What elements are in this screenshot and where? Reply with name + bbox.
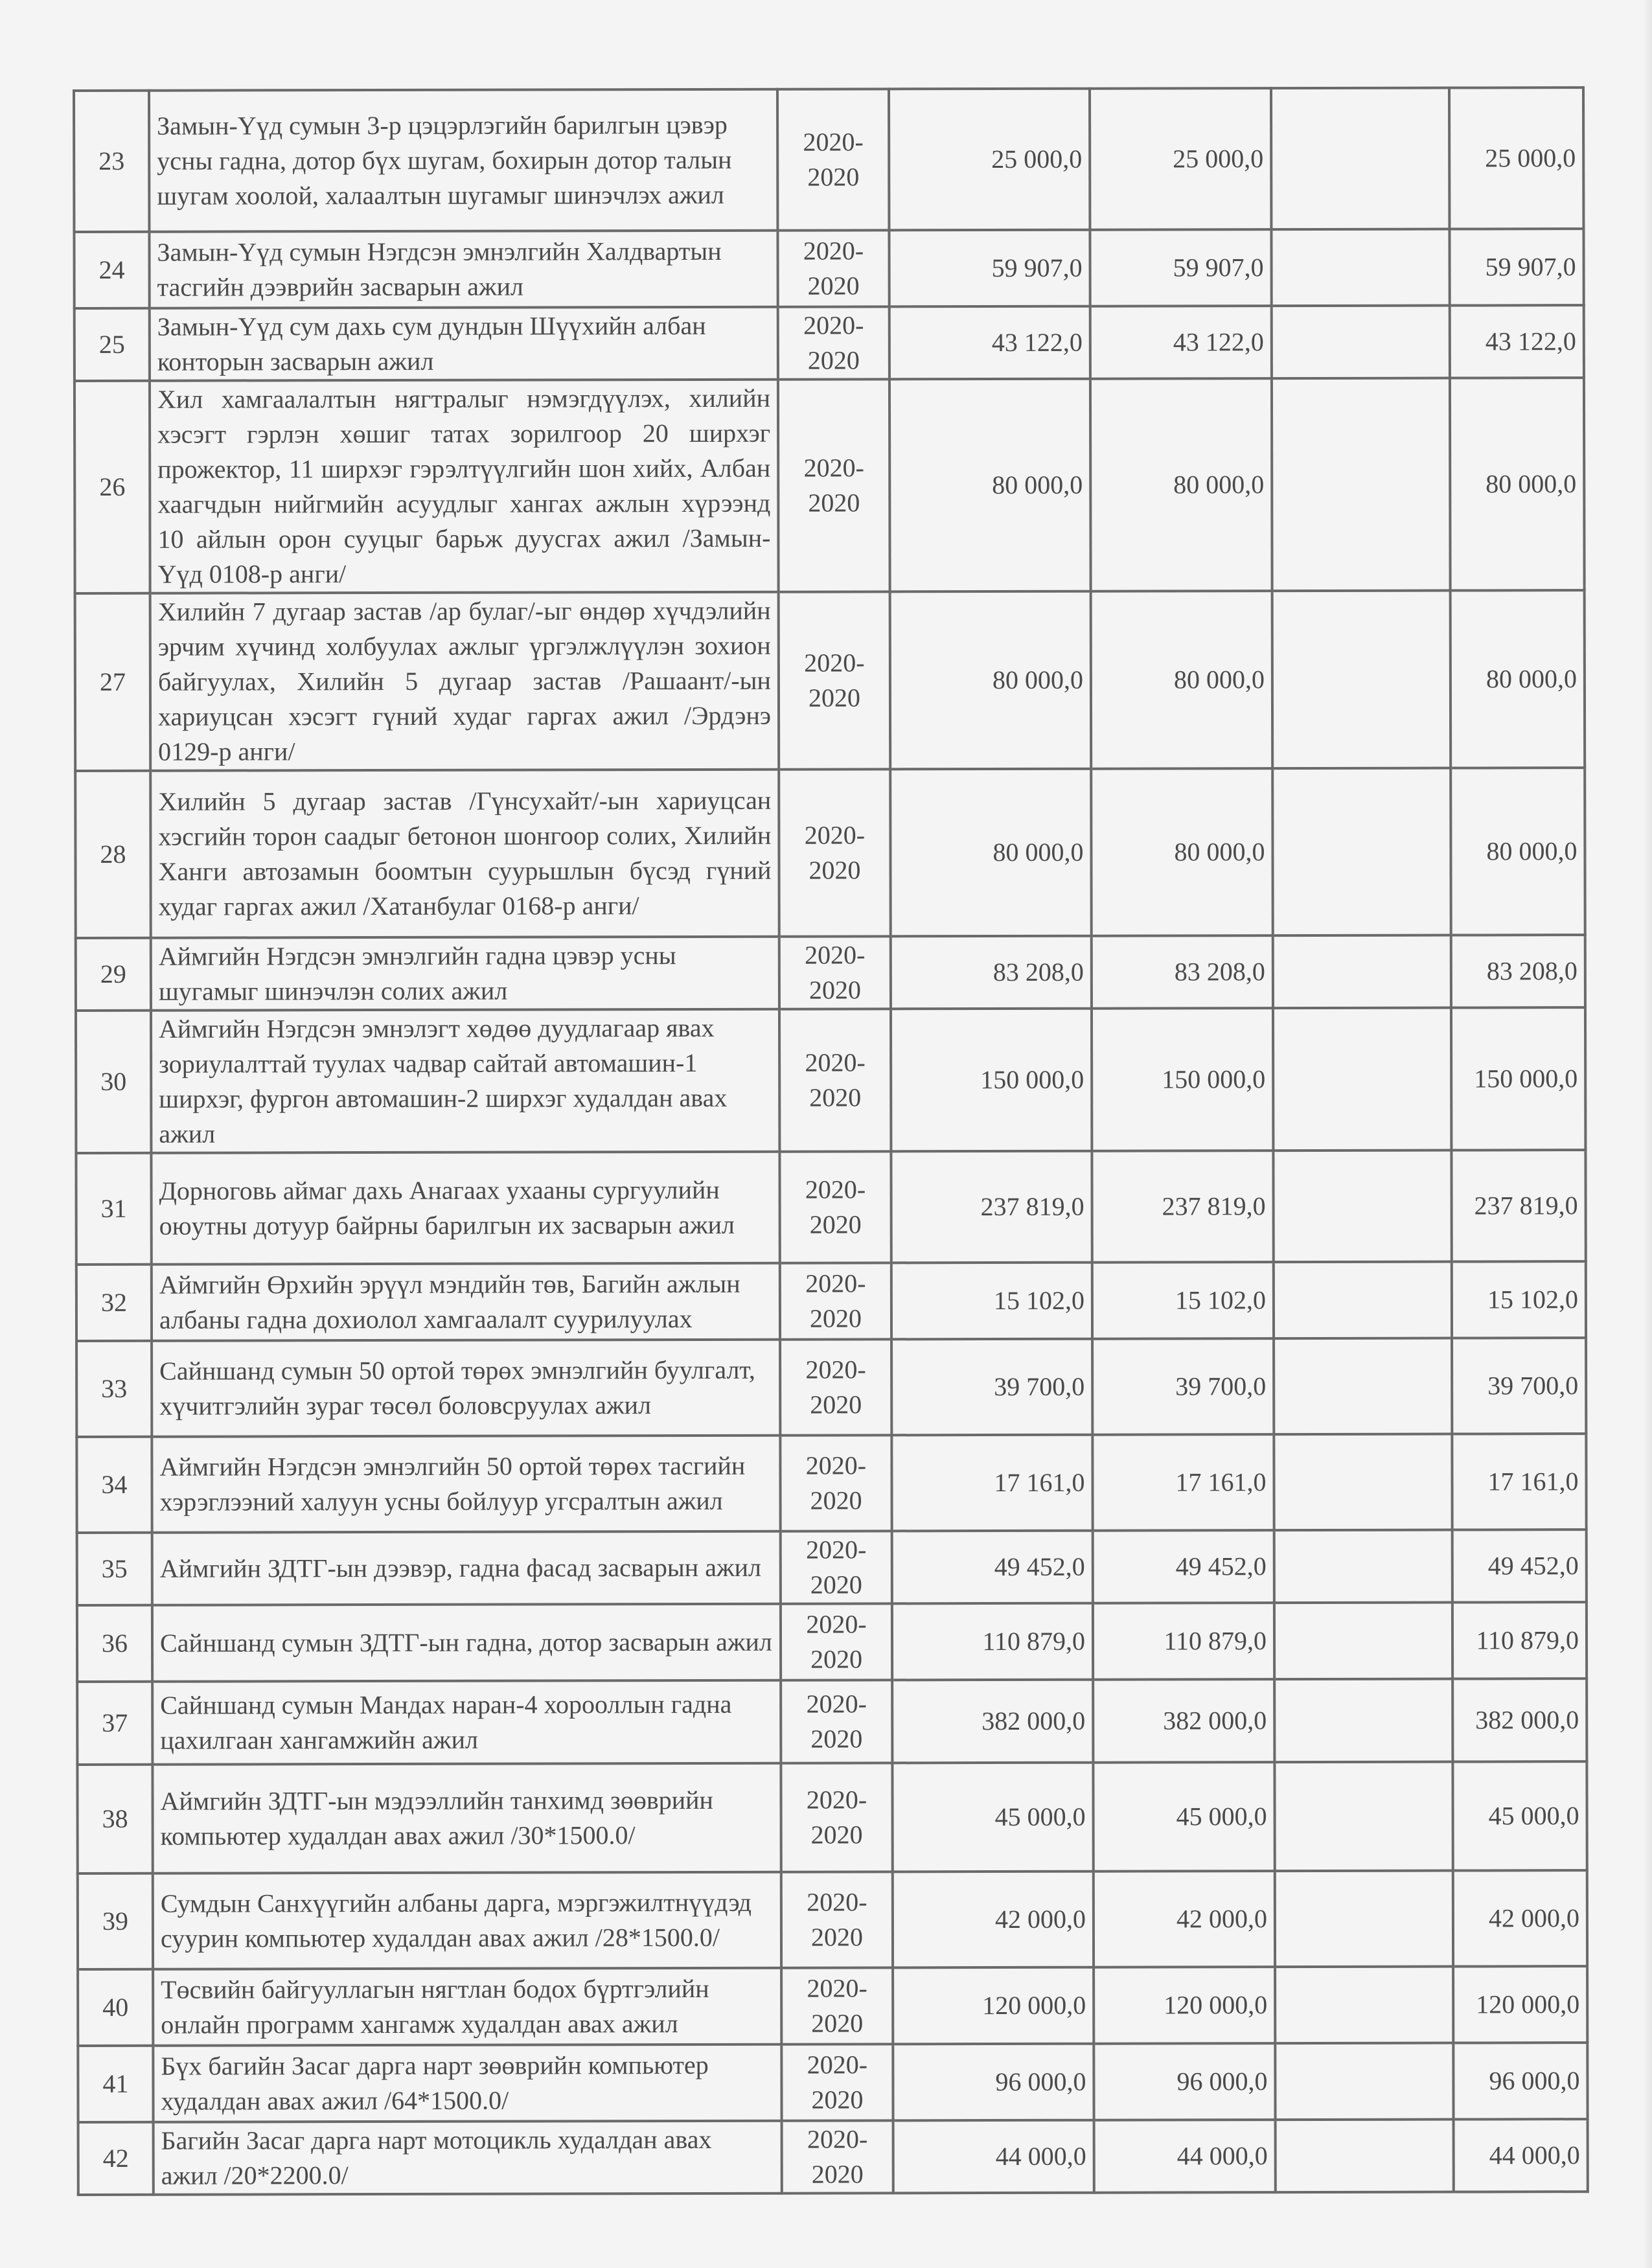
table-row [76, 1007, 1585, 1153]
period-end: 2020 [809, 1303, 862, 1333]
row-description: Аймгийн Нэгдсэн эмнэлгийн гадна цэвэр усны шугамыг шинэчлэн солих ажил [151, 937, 779, 1011]
row-description: Аймгийн Өрхийн эрүүл мэндийн төв, Багийн ажлын албаны гадна дохиолол хамгаалалт суурилуулах [152, 1263, 780, 1341]
table-row [78, 1870, 1587, 1969]
period-end: 2020 [810, 1922, 864, 1952]
row-amount-1: 17 161,0 [891, 1435, 1092, 1531]
table-row [75, 305, 1584, 381]
row-amount-3 [1275, 1871, 1453, 1967]
row-amount-3 [1273, 1008, 1451, 1151]
period-start: 2020- [803, 310, 864, 340]
row-amount-1: 15 102,0 [891, 1263, 1092, 1340]
row-description: Сайншанд сумын 50 ортой төрөх эмнэлгийн буулгалт, хүчитгэлийн зураг төсөл боловсруулах ажил [152, 1340, 780, 1437]
period-end: 2020 [809, 1209, 862, 1239]
row-number: 42 [78, 2122, 154, 2195]
row-amount-3 [1274, 1603, 1452, 1680]
row-number: 24 [74, 232, 149, 308]
period-start: 2020- [807, 2124, 868, 2154]
row-period [780, 1435, 891, 1531]
row-amount-1: 150 000,0 [891, 1009, 1092, 1152]
row-description: Дорноговь аймаг дахь Анагаах ухааны сургуулийн оюутны дотуур байрны барилгын их засварын ажил [151, 1152, 779, 1265]
row-amount-2: 39 700,0 [1092, 1338, 1274, 1435]
row-period [779, 591, 891, 769]
page-edge [1643, 0, 1652, 2268]
period-end: 2020 [808, 488, 860, 518]
row-amount-3 [1272, 591, 1451, 769]
row-amount-4: 45 000,0 [1452, 1761, 1587, 1870]
period-start: 2020- [804, 820, 866, 850]
row-amount-1: 43 122,0 [889, 306, 1090, 380]
table-row [76, 1150, 1585, 1265]
row-period [782, 2120, 893, 2193]
row-number: 28 [75, 771, 151, 938]
row-description: Хилийн 5 дугаар застав /Гүнсухайт/-ын хариуцсан хэсгийн торон саадыг бетонон шонгоор солих, Хилийн Ханги автозамын боомтын суурьшлын бүсэд гүний худаг гаргах ажил /Хатанбулаг 0168-р анги/ [150, 770, 779, 938]
row-amount-1: 42 000,0 [893, 1872, 1094, 1968]
row-amount-2: 49 452,0 [1093, 1530, 1274, 1603]
table-row [74, 87, 1583, 232]
period-start: 2020- [807, 2050, 868, 2079]
row-description: Аймгийн ЗДТГ-ын дээвэр, гадна фасад засварын ажил [152, 1531, 781, 1605]
period-end: 2020 [810, 1485, 862, 1515]
row-amount-1: 49 452,0 [892, 1531, 1093, 1604]
row-amount-1: 25 000,0 [889, 89, 1090, 231]
row-number: 32 [76, 1265, 152, 1341]
row-amount-4: 96 000,0 [1453, 2043, 1587, 2119]
period-end: 2020 [810, 1390, 862, 1419]
period-start: 2020- [805, 1450, 867, 1480]
period-start: 2020- [803, 236, 864, 266]
period-end: 2020 [811, 2085, 864, 2114]
row-amount-1: 45 000,0 [892, 1763, 1093, 1872]
row-amount-2: 237 819,0 [1092, 1151, 1273, 1263]
table-row [76, 935, 1585, 1011]
row-amount-3 [1273, 935, 1451, 1009]
period-start: 2020- [805, 1048, 866, 1077]
row-amount-1: 44 000,0 [893, 2120, 1094, 2194]
period-end: 2020 [810, 1570, 862, 1599]
row-number: 34 [76, 1437, 152, 1533]
table-body [74, 87, 1588, 2195]
row-amount-1: 59 907,0 [889, 230, 1090, 307]
row-number: 36 [77, 1605, 152, 1682]
period-end: 2020 [811, 2159, 864, 2189]
row-amount-4: 120 000,0 [1453, 1966, 1587, 2043]
row-description: Багийн Засаг дарга нарт мотоцикль худалдан авах ажил /20*2200.0/ [154, 2121, 782, 2195]
row-number: 41 [78, 2046, 153, 2122]
row-number: 38 [77, 1765, 152, 1873]
row-period [781, 2044, 893, 2120]
row-amount-1: 83 208,0 [891, 936, 1092, 1009]
table-row [76, 1434, 1586, 1533]
row-amount-1: 382 000,0 [892, 1680, 1093, 1763]
period-start: 2020- [803, 127, 864, 157]
row-amount-1: 110 879,0 [892, 1603, 1093, 1680]
row-amount-4: 39 700,0 [1452, 1338, 1586, 1434]
row-period [778, 379, 890, 591]
period-end: 2020 [808, 683, 861, 713]
row-amount-4: 59 907,0 [1449, 229, 1583, 305]
table-row [77, 1602, 1587, 1682]
row-amount-3 [1272, 306, 1450, 379]
period-end: 2020 [807, 345, 860, 375]
row-amount-3 [1271, 229, 1449, 306]
row-description: Хилийн 7 дугаар застав /ар булаг/-ыг өндөр хүчдэлийн эрчим хүчинд холбуулах ажлыг үргэлжлүүлэн зохион байгуулах, Хилийн 5 дугаар застав /Рашаант/-ын хариуцсан хэсэгт гүний худаг гаргах ажил /Эрдэнэ 0129-р анги/ [150, 592, 779, 771]
row-amount-2: 43 122,0 [1090, 306, 1272, 379]
row-amount-2: 110 879,0 [1093, 1603, 1274, 1680]
row-amount-3 [1272, 768, 1451, 936]
row-period [779, 1151, 891, 1263]
row-amount-1: 80 000,0 [889, 379, 1091, 592]
row-amount-3 [1274, 1530, 1452, 1603]
row-period [781, 1763, 892, 1872]
period-end: 2020 [807, 271, 860, 301]
table-row [76, 1261, 1586, 1341]
row-number: 26 [75, 381, 150, 593]
investment-table [73, 86, 1589, 2196]
row-number: 27 [75, 593, 151, 771]
period-start: 2020- [806, 1689, 867, 1719]
period-start: 2020- [807, 1973, 867, 2003]
period-start: 2020- [805, 1355, 866, 1384]
row-amount-2: 15 102,0 [1092, 1262, 1274, 1339]
table-row [75, 378, 1585, 593]
row-description: Замын-Үүд сум дахь сум дундын Шүүхийн албан конторын засварын ажил [150, 307, 778, 381]
row-number: 33 [76, 1341, 152, 1437]
row-amount-4: 17 161,0 [1452, 1434, 1586, 1529]
row-amount-1: 80 000,0 [890, 591, 1092, 770]
table-row [76, 1338, 1586, 1437]
row-period [780, 1263, 891, 1339]
row-description: Аймгийн Нэгдсэн эмнэлэгт хөдөө дуудлагаар явах зориулалттай туулах чадвар сайтай автомашин-1 ширхэг, фургон автомашин-2 ширхэг худалдан авах ажил [151, 1009, 779, 1153]
period-end: 2020 [810, 1724, 863, 1754]
table-row [75, 590, 1585, 771]
row-number: 30 [76, 1011, 151, 1153]
row-amount-3 [1274, 1434, 1452, 1531]
row-period [780, 1339, 891, 1435]
row-description: Сайншанд сумын Мандах наран-4 хорооллын гадна цахилгаан хангамжийн ажил [152, 1680, 781, 1765]
row-amount-2: 80 000,0 [1091, 591, 1273, 769]
row-amount-2: 59 907,0 [1090, 229, 1271, 306]
row-amount-2: 42 000,0 [1094, 1871, 1275, 1967]
row-amount-2: 45 000,0 [1093, 1762, 1274, 1872]
row-description: Төсвийн байгууллагын нягтлан бодох бүртгэлийн онлайн программ хангамж худалдан авах ажил [153, 1968, 781, 2046]
row-description: Аймгийн Нэгдсэн эмнэлгийн 50 ортой төрөх тасгийн хэрэглээний халуун усны бойлуур угсралтын ажил [152, 1436, 780, 1533]
row-period [777, 230, 889, 306]
row-amount-1: 96 000,0 [893, 2044, 1094, 2121]
row-amount-3 [1275, 1967, 1453, 2044]
row-description: Замын-Үүд сумын Нэгдсэн эмнэлгийн Халдвартын тасгийн дээврийн засварын ажил [149, 231, 777, 308]
row-amount-2: 382 000,0 [1093, 1679, 1274, 1763]
period-start: 2020- [804, 648, 865, 678]
row-number: 25 [75, 308, 150, 381]
row-amount-4: 80 000,0 [1450, 378, 1585, 590]
row-number: 35 [77, 1533, 152, 1605]
row-period [781, 1872, 893, 1967]
period-end: 2020 [810, 1820, 863, 1850]
table-row [78, 2119, 1588, 2195]
table-row [75, 768, 1585, 938]
row-amount-2: 120 000,0 [1094, 1967, 1275, 2044]
period-end: 2020 [809, 975, 861, 1005]
row-amount-4: 150 000,0 [1451, 1007, 1585, 1150]
row-amount-2: 80 000,0 [1090, 378, 1272, 591]
row-period [781, 1967, 893, 2044]
row-amount-3 [1271, 88, 1449, 230]
table-row [77, 1529, 1587, 1605]
row-amount-4: 110 879,0 [1452, 1602, 1587, 1678]
row-amount-1: 237 819,0 [891, 1151, 1092, 1263]
period-start: 2020- [806, 1535, 867, 1564]
period-end: 2020 [809, 855, 861, 885]
row-amount-4: 83 208,0 [1451, 935, 1585, 1007]
row-period [779, 1009, 891, 1151]
table-row [78, 2043, 1587, 2122]
row-amount-4: 42 000,0 [1453, 1870, 1587, 1966]
row-amount-4: 382 000,0 [1452, 1678, 1587, 1761]
row-period [781, 1680, 892, 1763]
row-description: Сумдын Санхүүгийн албаны дарга, мэргэжилтнүүдэд суурин компьютер худалдан авах ажил /28*1500.0/ [153, 1872, 781, 1969]
row-description: Аймгийн ЗДТГ-ын мэдээллийн танхимд зөөврийн компьютер худалдан авах ажил /30*1500.0/ [152, 1763, 781, 1873]
table-row [77, 1678, 1587, 1765]
period-start: 2020- [807, 1887, 867, 1917]
row-amount-3 [1274, 1262, 1452, 1339]
row-amount-3 [1274, 1762, 1452, 1872]
row-amount-2: 150 000,0 [1092, 1008, 1273, 1151]
period-end: 2020 [811, 2008, 864, 2038]
row-amount-4: 80 000,0 [1451, 768, 1585, 935]
row-amount-3 [1273, 1151, 1451, 1263]
period-start: 2020- [805, 1174, 866, 1204]
row-number: 23 [74, 91, 149, 232]
row-amount-3 [1272, 378, 1451, 591]
row-number: 37 [77, 1682, 152, 1765]
period-start: 2020- [803, 453, 864, 483]
row-amount-4: 49 452,0 [1452, 1529, 1587, 1602]
row-amount-4: 25 000,0 [1449, 87, 1583, 229]
period-end: 2020 [807, 162, 860, 192]
row-amount-3 [1276, 2120, 1454, 2193]
row-amount-4: 44 000,0 [1454, 2119, 1588, 2192]
row-amount-2: 80 000,0 [1091, 768, 1273, 936]
row-amount-2: 17 161,0 [1092, 1434, 1274, 1531]
period-start: 2020- [806, 1609, 867, 1639]
row-amount-1: 80 000,0 [890, 769, 1092, 937]
row-amount-4: 43 122,0 [1450, 305, 1584, 378]
period-start: 2020- [806, 1785, 867, 1815]
row-description: Замын-Үүд сумын 3-р цэцэрлэгийн барилгын цэвэр усны гадна, дотор бүх шугам, бохирын дотор талын шугам хоолой, халаалтын шугамыг шинэчлэх ажил [149, 89, 777, 232]
row-description: Бүх багийн Засаг дарга нарт зөөврийн компьютер худалдан авах ажил /64*1500.0/ [153, 2045, 781, 2122]
row-period [779, 936, 891, 1009]
row-amount-2: 25 000,0 [1090, 88, 1271, 230]
row-amount-2: 44 000,0 [1094, 2120, 1276, 2193]
row-amount-1: 39 700,0 [891, 1339, 1092, 1436]
row-amount-4: 237 819,0 [1451, 1150, 1585, 1261]
row-amount-4: 15 102,0 [1452, 1261, 1586, 1338]
period-end: 2020 [809, 1082, 862, 1112]
row-period [777, 89, 889, 230]
row-amount-3 [1274, 1338, 1452, 1435]
period-start: 2020- [805, 1268, 866, 1298]
table-row [77, 1761, 1587, 1873]
row-amount-1: 120 000,0 [893, 1967, 1094, 2045]
row-description: Сайншанд сумын ЗДТГ-ын гадна, дотор засварын ажил [152, 1604, 781, 1682]
row-period [779, 769, 891, 936]
row-amount-3 [1275, 2043, 1453, 2120]
row-amount-3 [1274, 1679, 1452, 1763]
row-description: Хил хамгаалалтын нягтралыг нэмэгдүүлэх, хилийн хэсэгт гэрлэн хөшиг татах зорилгоор 20 ширхэг прожектор, 11 ширхэг гэрэлтүүлгийн шон хийх, Албан хаагчдын нийгмийн асуудлыг хангах ажлын хүрээнд 10 айлын орон сууцыг барьж дуусгах ажил /Замын-Үүд 0108-р анги/ [150, 380, 779, 593]
row-amount-2: 83 208,0 [1092, 935, 1273, 1009]
row-number: 31 [76, 1153, 151, 1265]
row-period [781, 1531, 892, 1603]
row-amount-4: 80 000,0 [1451, 590, 1585, 768]
row-period [781, 1603, 892, 1680]
table-row [74, 229, 1583, 308]
table-row [78, 1966, 1587, 2046]
row-number: 40 [78, 1969, 153, 2046]
row-amount-2: 96 000,0 [1094, 2043, 1275, 2120]
period-start: 2020- [805, 940, 866, 970]
row-number: 39 [78, 1873, 153, 1969]
row-number: 29 [76, 938, 151, 1011]
row-period [778, 306, 889, 379]
period-end: 2020 [810, 1644, 863, 1674]
